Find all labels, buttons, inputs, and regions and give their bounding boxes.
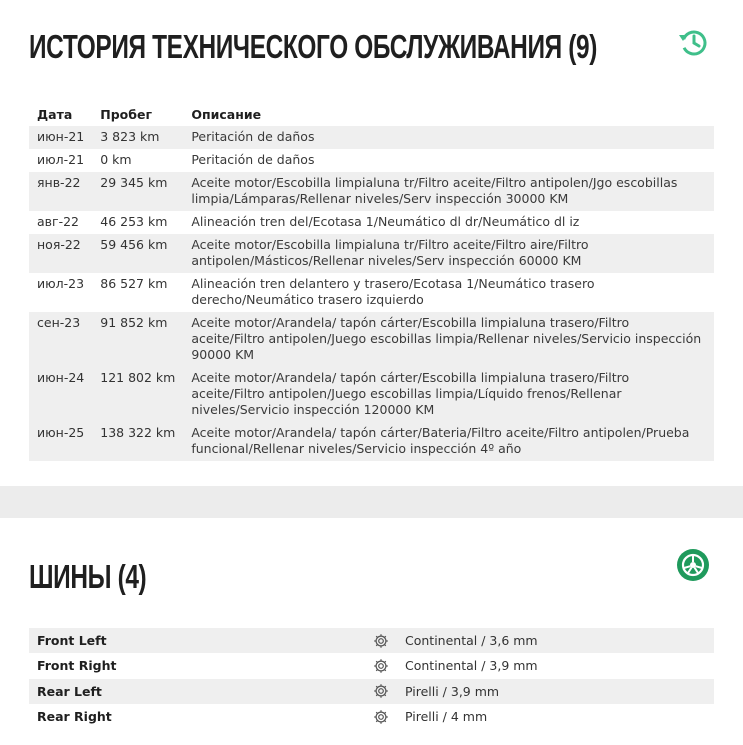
table-row [29,211,714,234]
row-description: Aceite motor/Escobilla limpialuna tr/Filtro aceite/Filtro aire/Filtro antipolen/Másticos/Rellenar niveles/Serv inspección 60000 KM [183,234,714,273]
tire-icon [676,548,710,582]
history-icon [676,26,710,60]
section-divider [0,486,743,518]
row-description: Aceite motor/Arandela/ tapón cárter/Escobilla limpialuna trasero/Filtro aceite/Filtro antipolen/Juego escobillas limpia/Líquido frenos/Rellenar niveles/Servicio inspección 120000 KM [183,367,714,422]
tires-title: ШИНЫ (4) [29,558,147,595]
tire-value: Pirelli / 3,9 mm [405,683,500,699]
row-description: Aceite motor/Arandela/ tapón cárter/Bateria/Filtro aceite/Filtro antipolen/Prueba funcional/Rellenar niveles/Servicio inspección 4º año [183,422,714,461]
column-header-description: Описание [191,107,262,122]
tire-value: Continental / 3,9 mm [405,658,538,674]
row-mileage: 46 253 km [100,214,168,229]
column-header-date: Дата [37,107,73,122]
row-date: июн-24 [29,367,92,422]
row-mileage: 29 345 km [92,172,183,211]
table-row [29,149,714,172]
tire-value: Continental / 3,6 mm [405,633,538,649]
row-date: июн-21 [29,126,92,149]
table-row [29,422,714,461]
table-row [29,126,714,149]
row-date: июл-23 [37,276,85,291]
tire-position: Rear Right [37,709,112,725]
gear-icon [371,709,405,725]
table-row [29,172,714,211]
row-mileage: 3 823 km [92,126,183,149]
row-date: сен-23 [29,312,92,367]
row-mileage: 91 852 km [92,312,183,367]
row-mileage: 0 km [100,152,132,167]
tires-section [0,518,743,745]
tire-position: Front Right [37,658,117,674]
tire-row [29,704,714,729]
tires-table [29,628,714,729]
row-description: Aceite motor/Arandela/ tapón cárter/Escobilla limpialuna trasero/Filtro aceite/Filtro antipolen/Juego escobillas limpia/Rellenar niveles/Servicio inspección 90000 KM [183,312,714,367]
table-row [29,234,714,273]
tire-position: Rear Left [37,683,102,699]
table-row [29,273,714,312]
column-header-mileage: Пробег [100,107,152,122]
tire-value: Pirelli / 4 mm [405,709,488,725]
table-header-row [29,104,714,126]
maintenance-table [29,104,714,461]
row-date: июл-21 [37,152,85,167]
table-row [29,367,714,422]
tire-row [29,679,714,704]
row-date: июн-25 [29,422,92,461]
row-date: авг-22 [37,214,80,229]
tire-row [29,653,714,678]
gear-icon [371,683,405,699]
gear-icon [371,658,405,674]
row-mileage: 86 527 km [100,276,168,291]
row-description: Peritación de daños [183,126,714,149]
row-description: Peritación de daños [191,152,315,167]
row-description: Alineación tren delantero y trasero/Ecotasa 1/Neumático trasero derecho/Neumático trasero izquierdo [191,276,595,307]
tire-row [29,628,714,653]
row-mileage: 121 802 km [92,367,183,422]
gear-icon [371,633,405,649]
row-date: ноя-22 [29,234,92,273]
row-mileage: 59 456 km [92,234,183,273]
tire-position: Front Left [37,633,107,649]
row-mileage: 138 322 km [92,422,183,461]
table-row [29,312,714,367]
row-date: янв-22 [29,172,92,211]
maintenance-history-title: ИСТОРИЯ ТЕХНИЧЕСКОГО ОБСЛУЖИВАНИЯ (9) [29,28,597,65]
row-description: Aceite motor/Escobilla limpialuna tr/Filtro aceite/Filtro antipolen/Jgo escobillas limpia/Lámparas/Rellenar niveles/Serv inspección 30000 KM [183,172,714,211]
row-description: Alineación tren del/Ecotasa 1/Neumático dl dr/Neumático dl iz [191,214,580,229]
